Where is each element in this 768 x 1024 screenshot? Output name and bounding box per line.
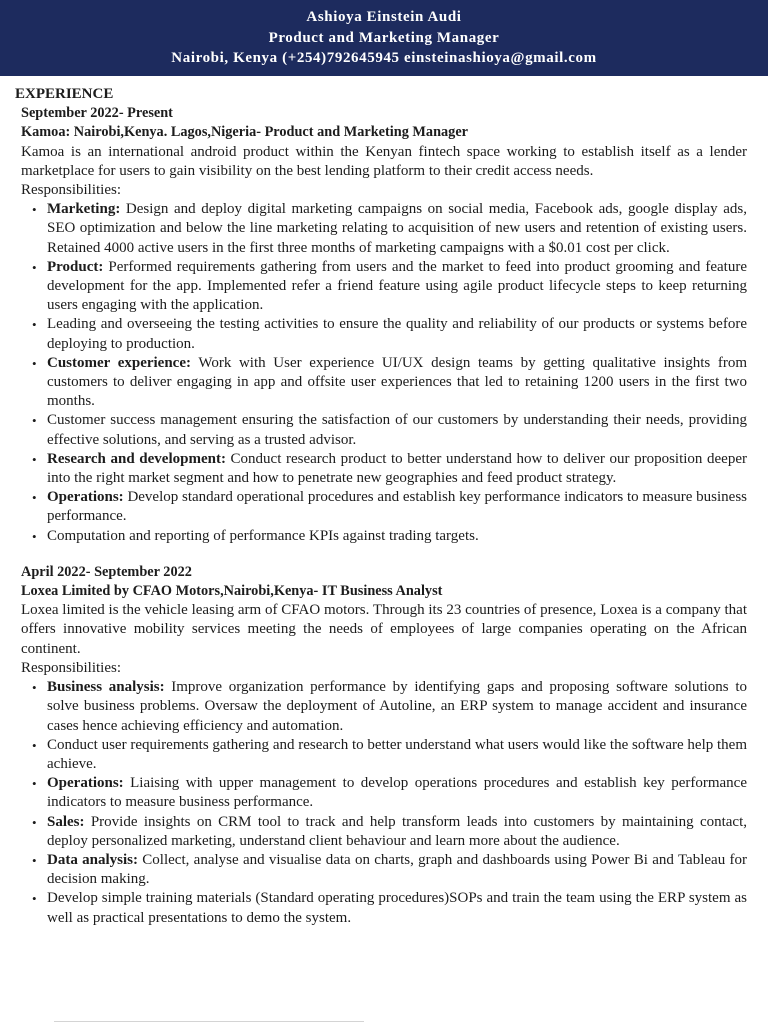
spacer (21, 546, 747, 563)
bullet-label: Marketing: (47, 201, 121, 218)
bullet-text: Develop simple training materials (Standard operating procedures)SOPs and train the team using the ERP system as well as practical presentations to demo the system. (47, 890, 747, 926)
responsibilities-label: Responsibilities: (21, 182, 122, 199)
list-item (21, 813, 747, 851)
list-item (21, 354, 747, 412)
bullet-text: Performed requirements gathering from users and the market to feed into product grooming and feature development for the app. Implemented refer a friend feature using agile product lifecycle steps to keep returning users engaging with the application. (47, 258, 747, 314)
list-item (21, 315, 747, 353)
bullet-label: Customer experience: (47, 354, 191, 371)
job-role: Loxea Limited by CFAO Motors,Nairobi,Kenya- IT Business Analyst (21, 583, 443, 600)
list-item (21, 678, 747, 736)
bullet-text: Conduct research product to better understand how to deliver our proposition deeper into the right market segment and how to penetrate new geographies and feed product strategy. (47, 450, 747, 487)
list-item (21, 488, 747, 526)
bullet-label: Operations: (47, 489, 124, 506)
bullet-label: Research and development: (47, 450, 226, 467)
job-entry (21, 104, 747, 546)
bullet-text: Provide insights on CRM tool to track and help transform leads into customers by maintaining contact, deploy personalized marketing, understand client behaviour and learn more about the audience. (47, 813, 747, 849)
bullet-text: Design and deploy digital marketing campaigns on social media, Facebook ads, google display ads, SEO optimization and below the line marketing relating to acquisition of new users and retention of existing users. Retained 4000 active users in the first three months of marketing campaigns with a $0.01 cost per click. (47, 201, 747, 256)
responsibilities-list (21, 678, 747, 928)
bullet-text: Collect, analyse and visualise data on charts, graph and dashboards using Power Bi and Tableau for decision making. (47, 851, 747, 888)
list-item (21, 527, 747, 546)
resume-content (0, 76, 768, 928)
job-description: Loxea limited is the vehicle leasing arm of CFAO motors. Through its 23 countries of presence, Loxea is a company that offers innovative mobility services meeting the needs of employees of large companies operating on the African continent. (21, 602, 747, 657)
list-item (21, 200, 747, 258)
job-role: Kamoa: Nairobi,Kenya. Lagos,Nigeria- Product and Marketing Manager (21, 124, 469, 141)
job-date: September 2022- Present (21, 105, 173, 122)
bullet-text: Leading and overseeing the testing activities to ensure the quality and reliability of our products or systems before deploying to production. (47, 316, 747, 352)
list-item (21, 450, 747, 488)
job-entry (21, 563, 747, 928)
bullet-label: Data analysis: (47, 851, 138, 868)
list-item (21, 774, 747, 812)
bullet-text: Customer success management ensuring the satisfaction of our customers by understanding their needs, providing effective solutions, and serving as a trusted advisor. (47, 412, 747, 448)
list-item (21, 851, 747, 889)
responsibilities-list (21, 200, 747, 546)
bullet-text: Conduct user requirements gathering and research to better understand what users would like the software help them achieve. (47, 736, 747, 772)
bullet-text: Computation and reporting of performance KPIs against trading targets. (47, 527, 479, 544)
candidate-title: Product and Marketing Manager (268, 29, 500, 46)
responsibilities-label: Responsibilities: (21, 659, 122, 676)
list-item (21, 411, 747, 449)
list-item (21, 258, 747, 316)
bullet-text: Improve organization performance by identifying gaps and proposing software solutions to solve business problems. Oversaw the deployment of Autoline, an ERP system to manage accident and insurance cases hence achieving efficiency and automation. (47, 679, 748, 734)
bullet-label: Business analysis: (47, 679, 165, 696)
bullet-label: Sales: (47, 813, 85, 830)
bullet-label: Operations: (47, 775, 124, 792)
job-date: April 2022- September 2022 (21, 563, 192, 580)
bullet-label: Product: (47, 258, 104, 275)
job-description: Kamoa is an international android product within the Kenyan fintech space working to establish itself as a lender marketplace for users to gain visibility on the best lending platform to their credit access needs. (21, 143, 747, 179)
bullet-text: Work with User experience UI/UX design teams by getting qualitative insights from customers to deliver engaging in app and offsite user experiences that led to retaining 1200 users in the first two months. (47, 354, 747, 410)
list-item (21, 736, 747, 774)
candidate-name: Ashioya Einstein Audi (306, 9, 462, 25)
page-divider (54, 1021, 364, 1022)
section-title-experience: EXPERIENCE (15, 86, 114, 102)
bullet-text: Develop standard operational procedures and establish key performance indicators to measure business performance. (47, 489, 747, 525)
list-item (21, 889, 747, 927)
bullet-text: Liaising with upper management to develop operations procedures and establish key performance indicators to measure business performance. (47, 775, 747, 811)
resume-header (0, 0, 768, 76)
contact-info: Nairobi, Kenya (+254)792645945 einsteinashioya@gmail.com (171, 50, 597, 66)
